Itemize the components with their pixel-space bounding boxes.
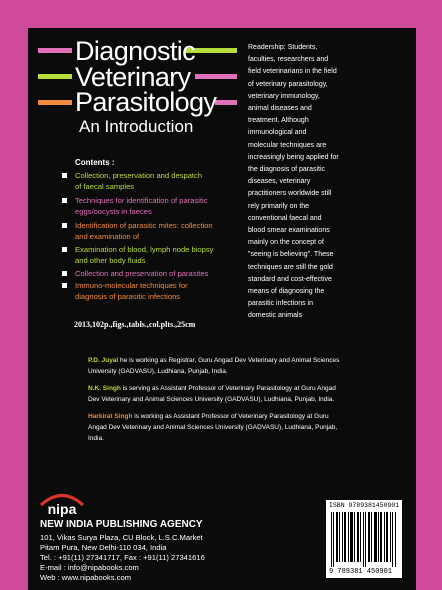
blurb-line: veterinary immunology, [248, 92, 320, 100]
readership-blurb [248, 42, 400, 323]
barcode-icon [330, 512, 398, 567]
deco-bar [195, 74, 237, 79]
author-name: Harkirat Singh [88, 413, 133, 420]
subtitle: An Introduction [79, 117, 194, 136]
blurb-line: practitioners worldwide still [248, 190, 332, 198]
blurb-line: increasingly being applied for [248, 153, 339, 161]
website: Web : www.nipabooks.com [40, 573, 132, 582]
contents-item-line: Techniques for identification of parasitic [75, 196, 208, 205]
blurb-line: means of diagnosing the [248, 288, 325, 296]
blurb-line: treatment. Although [248, 117, 309, 125]
bullet-square-icon [62, 283, 67, 288]
contents-item [62, 268, 252, 279]
contents-item [62, 280, 252, 302]
deco-bar [38, 100, 72, 105]
blurb-line: standard and cost-effective [248, 275, 332, 283]
bullet-square-icon [62, 271, 67, 276]
publisher-name: NEW INDIA PUBLISHING AGENCY [40, 519, 203, 530]
contents-item [62, 244, 252, 266]
blurb-line: domestic animals [248, 312, 303, 320]
contents-item-line: and other body fluids [75, 256, 146, 265]
contents-item [62, 195, 252, 217]
deco-bar [38, 48, 72, 53]
contents-item [62, 220, 252, 242]
author-bio-line: University (GADVASU), Ludhiana, Punjab, India. [88, 368, 228, 375]
contents-item-line: of faecal samples [75, 182, 135, 191]
blurb-line: parasitic infections in [248, 300, 313, 308]
blurb-line: Readership: Students, [248, 44, 318, 51]
contents-item-line: Examination of blood, lymph node biopsy [75, 245, 214, 254]
contents-item-line: and examination of [75, 232, 140, 241]
blurb-line: rely primarily on the [248, 202, 310, 210]
bullet-square-icon [62, 173, 67, 178]
author-name: P.D. Juyal [88, 357, 119, 364]
contents-item-line: Collection, preservation and despatch [75, 171, 203, 180]
deco-bar [38, 74, 72, 79]
isbn-barcode [326, 500, 402, 578]
email: E-mail : info@nipabooks.com [40, 563, 139, 572]
author-bio-line: is serving as Assistant Professor of Veterinary Parasitology at Guru Angad [120, 385, 336, 392]
contents-item-line: diagnosis of parasitic infections [75, 292, 181, 301]
contents-heading: Contents : [75, 158, 115, 167]
contents-item [62, 170, 252, 192]
blurb-line: blood smear examinations [248, 227, 330, 235]
logo-text: nipa [47, 501, 77, 517]
bullet-square-icon [62, 247, 67, 252]
blurb-line: "seeing is believing". These [248, 251, 334, 259]
blurb-line: techniques are still the gold [248, 263, 333, 271]
bullet-square-icon [62, 198, 67, 203]
author-bio-line: Angad Dev Veterinary and Animal Sciences University (GADVASU), Ludhiana, Punjab, [88, 424, 338, 431]
blurb-line: faculties, researchers and [248, 56, 329, 64]
blurb-line: field veterinarians in the field [248, 68, 337, 76]
isbn-label: ISBN 9789381450901 [329, 502, 400, 509]
blurb-line: animal diseases and [248, 105, 312, 113]
title-line-2: Veterinary [75, 62, 191, 92]
blurb-line: molecular techniques are [248, 141, 327, 149]
author-bio-line: he is working as Registrar, Guru Angad Dev Veterinary and Animal Sciences [118, 357, 340, 364]
contents-item-line: Immuno-molecular techniques for [75, 281, 188, 290]
blurb-line: of veterinary parasitology, [248, 80, 328, 88]
address-line: Pitam Pura, New Delhi-110 034, India [40, 543, 167, 552]
nipa-logo-icon [38, 488, 86, 520]
phone-fax: Tel. : +91(11) 27341717, Fax : +91(11) 27341616 [40, 553, 205, 562]
author-name: N.K. Singh [88, 385, 121, 392]
book-specs: 2013,102p.,figs.,tabls.,col.plts.,25cm [74, 320, 196, 329]
isbn-digits: 9 789381 450901 [329, 568, 393, 576]
author-bio [88, 355, 408, 377]
blurb-line: diseases, veterinary [248, 178, 311, 186]
blurb-line: the diagnosis of parasitic [248, 166, 326, 174]
bullet-square-icon [62, 223, 67, 228]
author-bio-line: Dev Veterinary and Animal Sciences University (GADVASU), Ludhiana, Punjab, India. [88, 396, 335, 403]
contents-item-line: Identification of parasitic mites: collection [75, 221, 213, 230]
address-line: 101, Vikas Surya Plaza, CU Block, L.S.C.Market [40, 533, 203, 542]
blurb-line: conventional faecal and [248, 214, 322, 222]
contents-item-line: eggs/oocysts in faeces [75, 207, 152, 216]
author-bio-line: India. [88, 435, 104, 442]
title-line-3: Parasitology [75, 87, 217, 117]
author-bio-line: is working as Assistant Professor of Veterinary Parasitology at Guru [132, 413, 329, 420]
blurb-line: mainly on the concept of [248, 239, 324, 247]
contents-item-line: Collection and preservation of parasites [75, 269, 209, 278]
blurb-line: immunological and [248, 129, 307, 137]
author-bio [88, 411, 408, 444]
author-bio [88, 383, 408, 405]
title-line-1: Diagnostic [75, 36, 196, 66]
deco-bar [215, 100, 237, 105]
